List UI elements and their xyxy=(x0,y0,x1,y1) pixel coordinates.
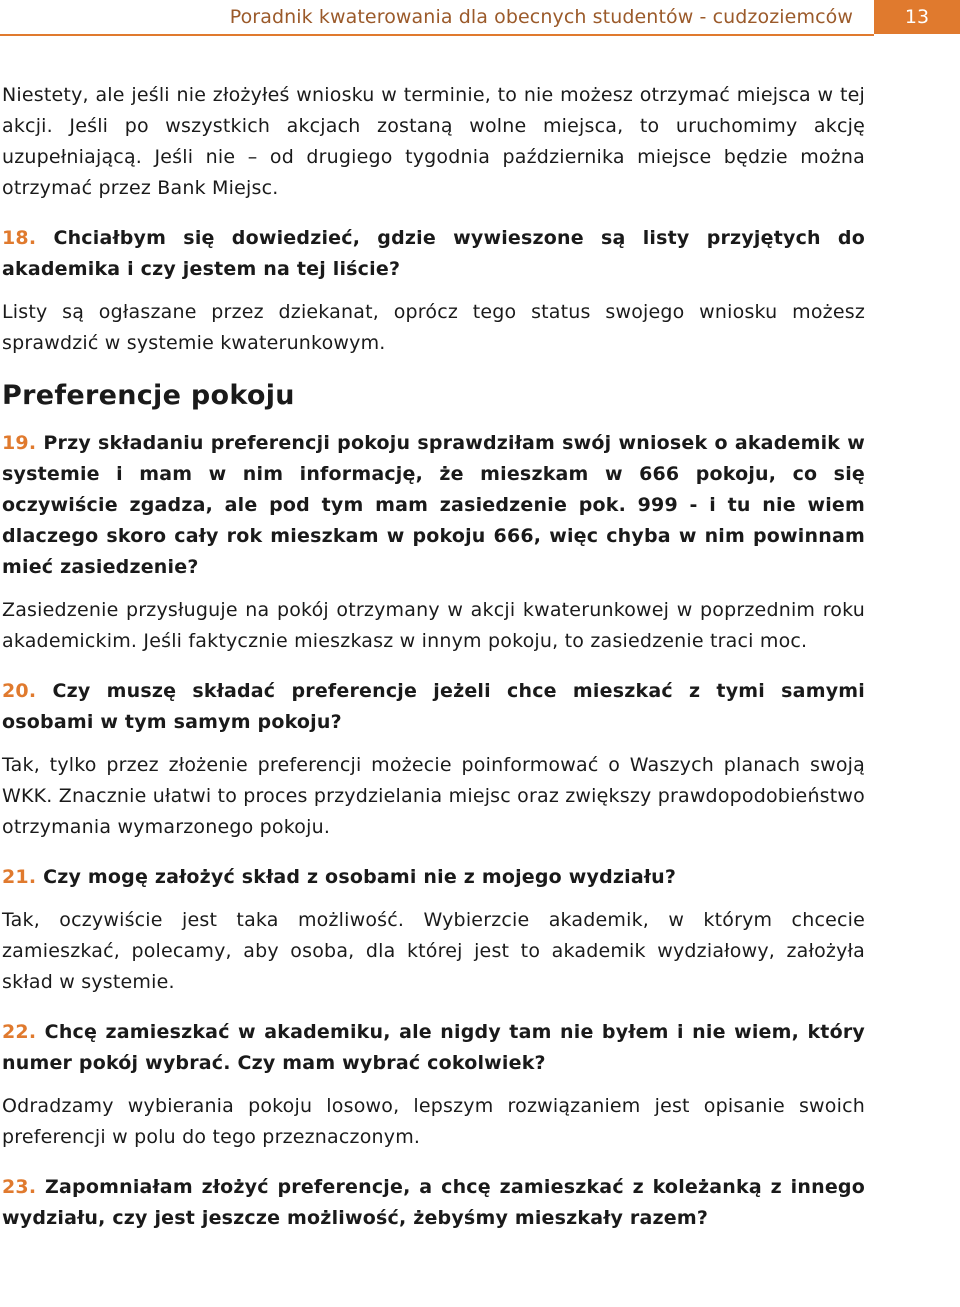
faq-question-21 xyxy=(2,862,865,893)
faq-answer-22: Odradzamy wybierania pokoju losowo, lepszym rozwiązaniem jest opisanie swoich preferencji w polu do tego przeznaczonym. xyxy=(2,1095,865,1148)
faq-question-18 xyxy=(2,223,865,285)
header-rule xyxy=(0,34,874,36)
faq-question-text-18: Chciałbym się dowiedzieć, gdzie wywieszone są listy przyjętych do akademika i czy jestem na tej liście? xyxy=(2,227,865,280)
section-heading: Preferencje pokoju xyxy=(2,380,295,411)
header-title: Poradnik kwaterowania dla obecnych studentów - cudzoziemców xyxy=(229,6,853,28)
faq-answer-20: Tak, tylko przez złożenie preferencji możecie poinformować o Waszych planach swoją WKK. Znacznie ułatwi to proces przydzielania miejsc oraz zwiększy prawdopodobieństwo otrzymania wymarzonego pokoju. xyxy=(2,754,865,838)
faq-answer-21: Tak, oczywiście jest taka możliwość. Wybierzcie akademik, w którym chcecie zamieszkać, polecamy, aby osoba, dla której jest to akademik wydziałowy, założyła skład w systemie. xyxy=(2,909,865,993)
faq-number-19: 19. xyxy=(2,432,37,454)
page-header xyxy=(0,0,960,36)
faq-number-22: 22. xyxy=(2,1021,37,1043)
faq-number-23: 23. xyxy=(2,1176,37,1198)
faq-number-18: 18. xyxy=(2,227,37,249)
faq-question-23 xyxy=(2,1172,865,1234)
faq-question-20 xyxy=(2,676,865,738)
document-body xyxy=(2,80,865,1246)
faq-number-20: 20. xyxy=(2,680,37,702)
intro-paragraph: Niestety, ale jeśli nie złożyłeś wniosku w terminie, to nie możesz otrzymać miejsca w tej akcji. Jeśli po wszystkich akcjach zostaną wolne miejsca, to uruchomimy akcję uzupełniającą. Jeśli nie – od drugiego tygodnia października miejsce będzie można otrzymać przez Bank Miejsc. xyxy=(2,84,865,199)
faq-answer-19: Zasiedzenie przysługuje na pokój otrzymany w akcji kwaterunkowej w poprzednim roku akademickim. Jeśli faktycznie mieszkasz w innym pokoju, to zasiedzenie traci moc. xyxy=(2,599,865,652)
faq-question-text-23: Zapomniałam złożyć preferencje, a chcę zamieszkać z koleżanką z innego wydziału, czy jest jeszcze możliwość, żebyśmy mieszkały razem? xyxy=(2,1176,865,1229)
faq-question-text-21: Czy mogę założyć skład z osobami nie z mojego wydziału? xyxy=(43,866,677,888)
faq-question-text-20: Czy muszę składać preferencje jeżeli chce mieszkać z tymi samymi osobami w tym samym pokoju? xyxy=(2,680,865,733)
page-number: 13 xyxy=(874,0,960,34)
faq-question-text-22: Chcę zamieszkać w akademiku, ale nigdy tam nie byłem i nie wiem, który numer pokój wybrać. Czy mam wybrać cokolwiek? xyxy=(2,1021,865,1074)
faq-question-22 xyxy=(2,1017,865,1079)
faq-question-19 xyxy=(2,428,865,583)
faq-question-text-19: Przy składaniu preferencji pokoju sprawdziłam swój wniosek o akademik w systemie i mam w nim informację, że mieszkam w 666 pokoju, co się oczywiście zgadza, ale pod tym mam zasiedzenie pok. 999 - i tu nie wiem dlaczego skoro cały rok mieszkam w pokoju 666, więc chyba w nim powinnam mieć zasiedzenie? xyxy=(2,432,865,578)
faq-number-21: 21. xyxy=(2,866,37,888)
faq-answer-18: Listy są ogłaszane przez dziekanat, oprócz tego status swojego wniosku możesz sprawdzić w systemie kwaterunkowym. xyxy=(2,301,865,354)
